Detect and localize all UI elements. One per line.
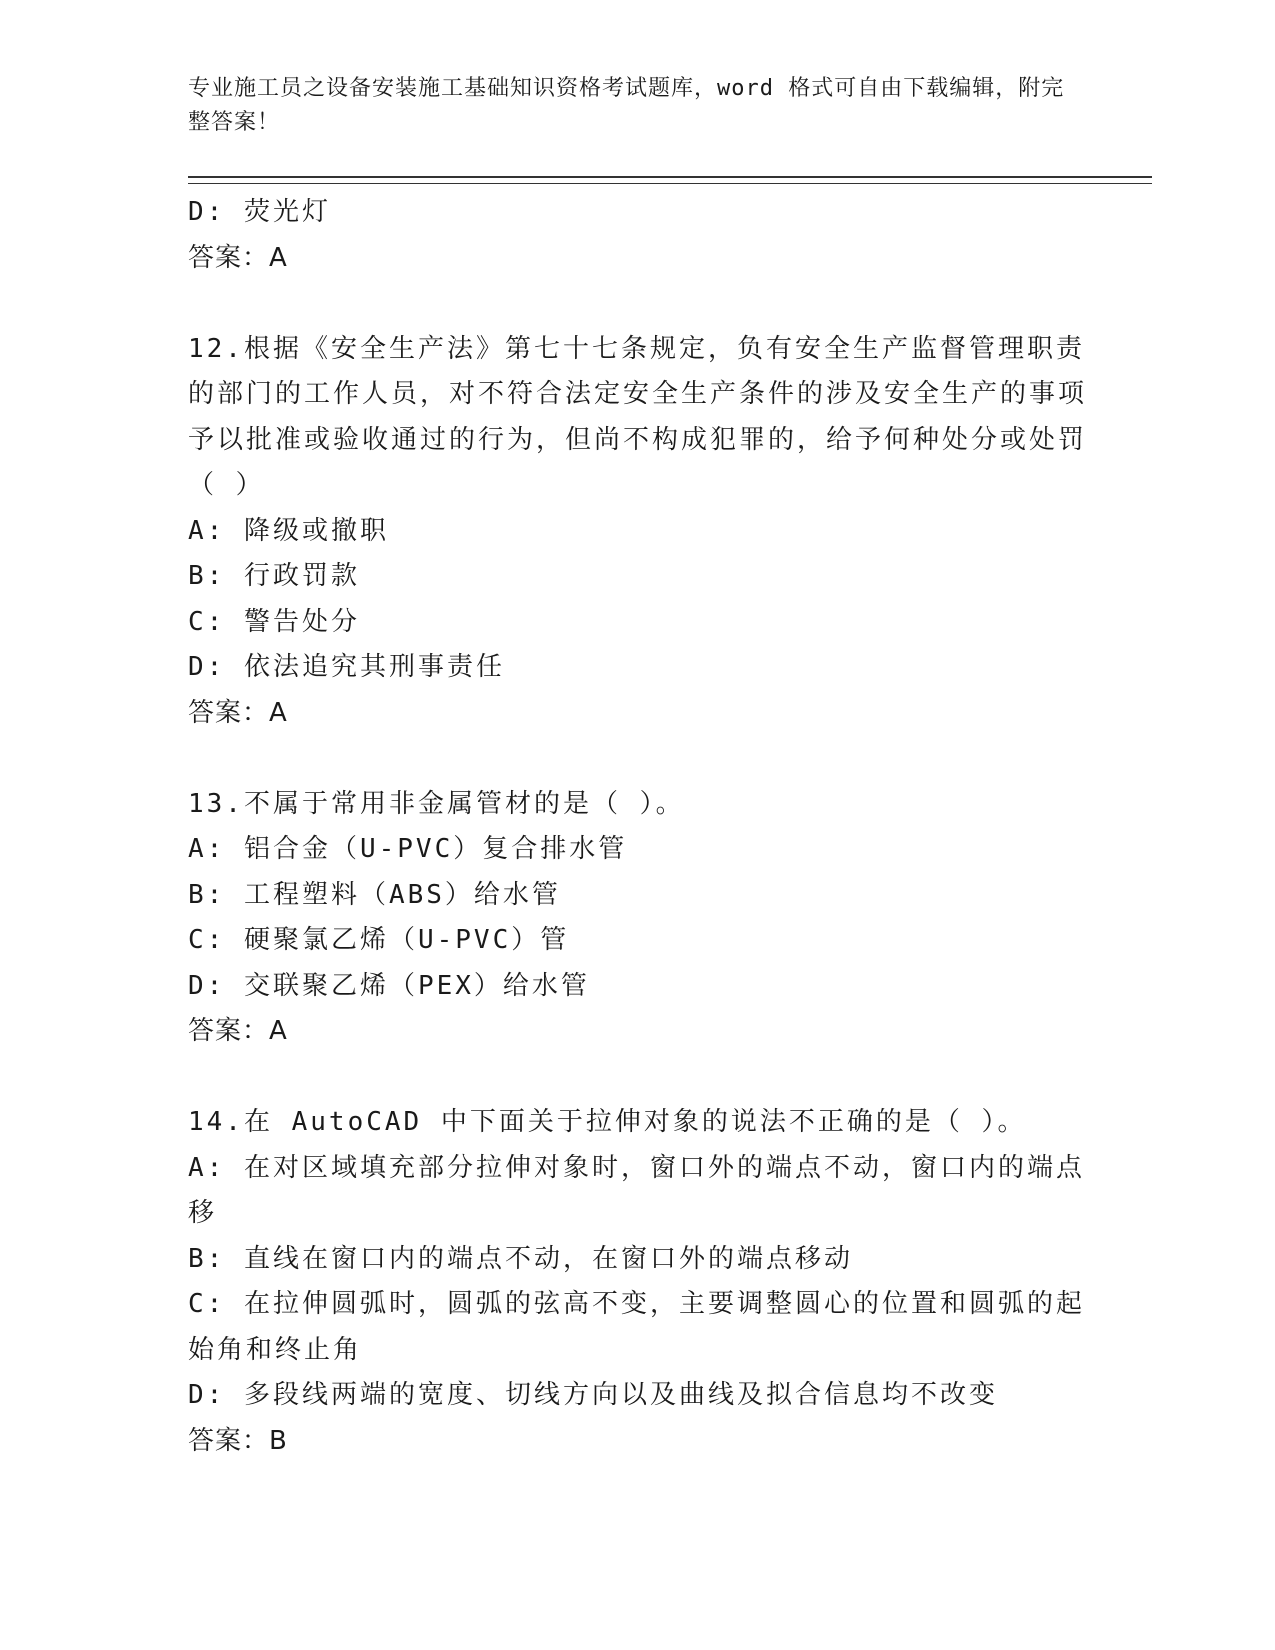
option-a: A: 降级或撤职 xyxy=(188,515,389,546)
option-b: B: 直线在窗口内的端点不动，在窗口外的端点移动 xyxy=(188,1243,853,1274)
option-d: D: 依法追究其刑事责任 xyxy=(188,652,505,682)
question-content xyxy=(188,190,1088,1464)
question-stem: 12.根据《安全生产法》第七十七条规定，负有安全生产监督管理职责的部门的工作人员，对不符合法定安全生产条件的涉及安全生产的事项予以批准或验收通过的行为，但尚不构成犯罪的，给予何种处分或处罚（ ） xyxy=(188,333,1088,500)
question-stem: 13.不属于常用非金属管材的是（ ）。 xyxy=(188,788,685,819)
page-header: 专业施工员之设备安装施工基础知识资格考试题库，word 格式可自由下载编辑，附完整答案！ xyxy=(188,76,1065,135)
option-a: A: 在对区域填充部分拉伸对象时，窗口外的端点不动，窗口内的端点移 xyxy=(188,1152,1085,1228)
option-d: D: 交联聚乙烯（PEX）给水管 xyxy=(188,970,590,1001)
answer: 答案：A xyxy=(188,1016,288,1046)
option-b: B: 工程塑料（ABS）给水管 xyxy=(188,879,561,910)
header-divider xyxy=(188,176,1152,184)
option-b: B: 行政罚款 xyxy=(188,561,360,591)
option-c: C: 硬聚氯乙烯（U-PVC）管 xyxy=(188,925,570,955)
answer: 答案：B xyxy=(188,1425,288,1456)
question-12 xyxy=(188,327,1088,737)
option-d: D: 多段线两端的宽度、切线方向以及曲线及拟合信息均不改变 xyxy=(188,1380,998,1410)
prev-answer: 答案：A xyxy=(188,242,288,273)
question-14 xyxy=(188,1100,1088,1464)
option-a: A: 铝合金（U-PVC）复合排水管 xyxy=(188,834,628,864)
question-13 xyxy=(188,782,1088,1055)
question-stem: 14.在 AutoCAD 中下面关于拉伸对象的说法不正确的是（ ）。 xyxy=(188,1107,1027,1137)
option-c: C: 警告处分 xyxy=(188,606,360,637)
option-c: C: 在拉伸圆弧时，圆弧的弦高不变，主要调整圆心的位置和圆弧的起始角和终止角 xyxy=(188,1289,1085,1365)
answer: 答案：A xyxy=(188,697,288,728)
prev-option-d: D: 荧光灯 xyxy=(188,197,331,227)
